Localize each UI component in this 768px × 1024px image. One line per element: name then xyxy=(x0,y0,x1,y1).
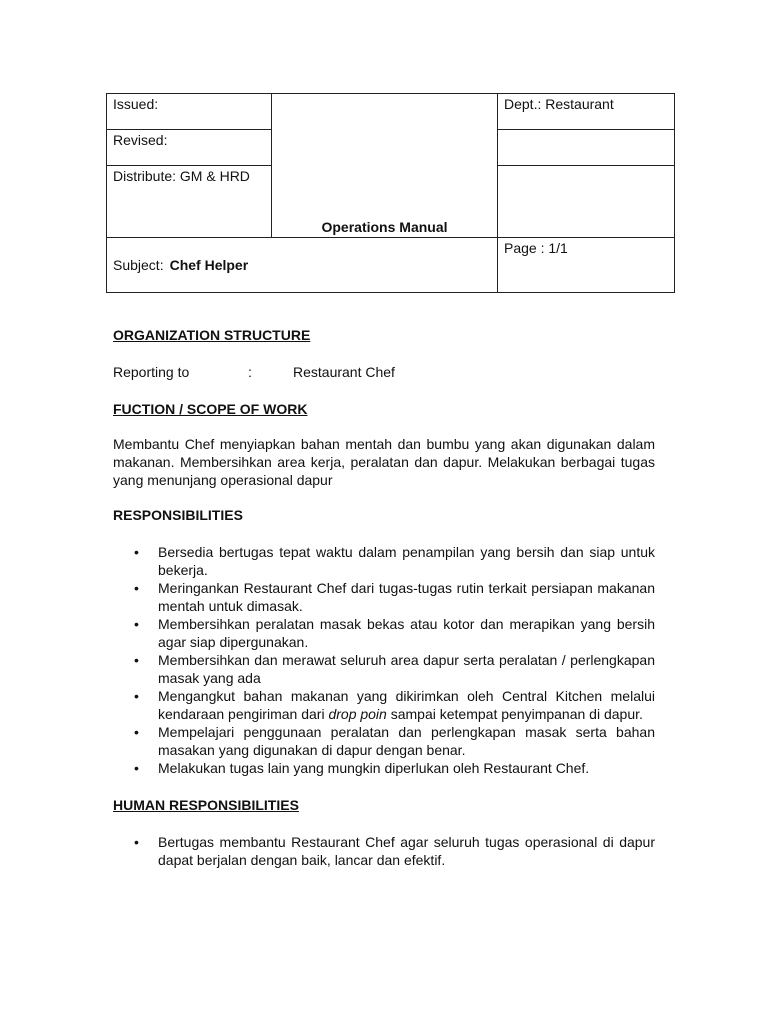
reporting-separator: : xyxy=(248,364,252,380)
bullet-icon: • xyxy=(134,834,139,850)
responsibilities-list xyxy=(113,543,655,777)
list-item: • Meringankan Restaurant Chef dari tugas-tugas rutin terkait persiapan makanan mentah untuk dimasak. xyxy=(134,580,655,614)
header-table xyxy=(106,93,675,293)
dept-cell xyxy=(498,94,675,130)
subject-label: Subject: xyxy=(113,257,164,273)
list-item: • Bertugas membantu Restaurant Chef agar seluruh tugas operasional di dapur dapat berjalan dengan baik, lancar dan efektif. xyxy=(134,834,655,868)
document-body xyxy=(113,326,655,869)
responsibilities-heading: RESPONSIBILITIES xyxy=(113,507,243,523)
page-cell xyxy=(498,238,675,293)
bullet-icon: • xyxy=(134,688,139,704)
human-responsibilities-list xyxy=(113,833,655,869)
revised-cell xyxy=(107,130,272,166)
empty-right-cell-2 xyxy=(498,166,675,238)
distribute-label: Distribute: GM & HRD xyxy=(113,168,250,184)
bullet-icon: • xyxy=(134,760,139,776)
list-item: • Melakukan tugas lain yang mungkin diperlukan oleh Restaurant Chef. xyxy=(134,760,590,776)
reporting-line xyxy=(113,363,655,381)
function-heading: FUCTION / SCOPE OF WORK xyxy=(113,401,308,417)
manual-title: Operations Manual xyxy=(321,219,448,235)
org-structure-heading: ORGANIZATION STRUCTURE xyxy=(113,327,311,343)
bullet-icon: • xyxy=(134,580,139,596)
bullet-icon: • xyxy=(134,616,139,632)
drop-poin-italic: drop poin xyxy=(328,706,387,722)
list-item: • Bersedia bertugas tepat waktu dalam penampilan yang bersih dan siap untuk bekerja. xyxy=(134,544,655,578)
empty-right-cell-1 xyxy=(498,130,675,166)
distribute-cell xyxy=(107,166,272,238)
list-item: • Membersihkan peralatan masak bekas atau kotor dan merapikan yang bersih agar siap dipergunakan. xyxy=(134,616,655,650)
human-responsibilities-heading: HUMAN RESPONSIBILITIES xyxy=(113,797,299,813)
bullet-icon: • xyxy=(134,652,139,668)
subject-cell xyxy=(107,238,498,293)
subject-value: Chef Helper xyxy=(169,257,249,273)
issued-label: Issued: xyxy=(113,96,159,112)
revised-label: Revised: xyxy=(113,132,168,148)
page-number: Page : 1/1 xyxy=(504,240,568,256)
bullet-icon: • xyxy=(134,724,139,740)
dept-label: Dept.: Restaurant xyxy=(504,96,614,112)
reporting-label: Reporting to xyxy=(113,364,190,380)
issued-cell xyxy=(107,94,272,130)
list-item: • Mengangkut bahan makanan yang dikirimkan oleh Central Kitchen melalui kendaraan pengiriman dari drop poin sampai ketempat penyimpanan di dapur. xyxy=(134,688,655,722)
bullet-icon: • xyxy=(134,544,139,560)
function-text: Membantu Chef menyiapkan bahan mentah dan bumbu yang akan digunakan dalam makanan. Membersihkan area kerja, peralatan dan dapur. Melakukan berbagai tugas yang menunjang operasional dapur xyxy=(113,436,655,488)
reporting-value: Restaurant Chef xyxy=(293,364,395,380)
list-item: • Mempelajari penggunaan peralatan dan perlengkapan masak serta bahan masakan yang digunakan di dapur dengan benar. xyxy=(134,724,655,758)
manual-title-cell xyxy=(272,94,498,238)
list-item: • Membersihkan dan merawat seluruh area dapur serta peralatan / perlengkapan masak yang ada xyxy=(134,652,655,686)
